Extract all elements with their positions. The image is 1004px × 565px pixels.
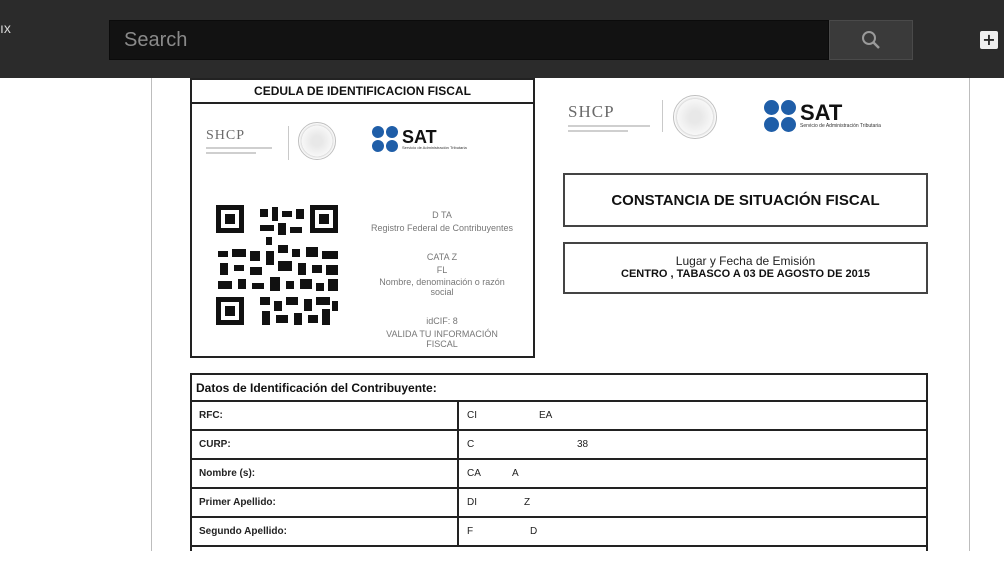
name-line-1: CATA Z bbox=[426, 252, 458, 262]
shcp-logo: SHCP bbox=[206, 128, 272, 154]
row-value: CI bbox=[467, 410, 477, 421]
row-value-2: A bbox=[512, 468, 519, 479]
row-value: CA bbox=[467, 468, 481, 479]
row-label: RFC: bbox=[199, 410, 223, 421]
row-value-2: EA bbox=[539, 410, 553, 421]
table-row bbox=[192, 489, 926, 518]
row-label: Primer Apellido: bbox=[199, 497, 276, 508]
row-value: F bbox=[467, 526, 474, 537]
mexico-seal-icon bbox=[298, 122, 336, 160]
logo-divider-right bbox=[662, 100, 663, 132]
qr-finder-top-left bbox=[216, 205, 244, 233]
top-bar bbox=[0, 0, 1004, 78]
sat-logo: SAT Servicio de Administración Tributaria bbox=[372, 126, 467, 152]
row-value-2: 38 bbox=[577, 439, 589, 450]
row-value-2: Z bbox=[524, 497, 531, 508]
lugar-fecha-value: CENTRO , TABASCO A 03 DE AGOSTO DE 2015 bbox=[621, 268, 870, 280]
row-label: Segundo Apellido: bbox=[199, 526, 287, 537]
qr-finder-bottom-left bbox=[216, 297, 244, 325]
plus-icon: + bbox=[982, 30, 996, 49]
row-value: DI bbox=[467, 497, 477, 508]
datos-header: Datos de Identificación del Contribuyente: bbox=[192, 375, 926, 402]
sat-dots-icon bbox=[372, 126, 398, 152]
table-row bbox=[192, 431, 926, 460]
brand-text[interactable]: ıx bbox=[0, 20, 11, 36]
rfc-value: D TA bbox=[432, 210, 452, 220]
search-button[interactable] bbox=[829, 20, 913, 60]
datos-contribuyente-table bbox=[190, 373, 928, 551]
name-label: Nombre, denominación o razón social bbox=[379, 277, 505, 297]
row-value: C bbox=[467, 439, 475, 450]
lugar-fecha-box bbox=[563, 242, 928, 294]
lugar-fecha-label: Lugar y Fecha de Emisión bbox=[675, 254, 816, 268]
sat-logo-right: SAT Servicio de Administración Tributaria bbox=[764, 100, 881, 132]
qr-code bbox=[216, 205, 342, 329]
shcp-logo-right: SHCP bbox=[568, 102, 650, 132]
search-input[interactable]: Search bbox=[109, 20, 829, 60]
search-icon bbox=[860, 29, 882, 51]
add-button[interactable] bbox=[980, 31, 998, 49]
mexico-seal-icon bbox=[673, 95, 717, 139]
row-label: Nombre (s): bbox=[199, 468, 256, 479]
logo-divider bbox=[288, 126, 289, 160]
row-value-2: D bbox=[530, 526, 538, 537]
name-line-2: FL bbox=[436, 265, 448, 275]
constancia-title: CONSTANCIA DE SITUACIÓN FISCAL bbox=[611, 191, 880, 209]
cedula-title: CEDULA DE IDENTIFICACION FISCAL bbox=[192, 80, 533, 104]
row-label: CURP: bbox=[199, 439, 231, 450]
table-row bbox=[192, 460, 926, 489]
table-row bbox=[192, 402, 926, 431]
table-row bbox=[192, 518, 926, 547]
idcif-value: idCIF: 8 bbox=[426, 316, 458, 326]
rfc-label: Registro Federal de Contribuyentes bbox=[370, 223, 514, 233]
sat-dots-icon bbox=[764, 100, 796, 132]
valida-text: VALIDA TU INFORMACIÓN FISCAL bbox=[386, 329, 498, 349]
qr-finder-top-right bbox=[310, 205, 338, 233]
constancia-box bbox=[563, 173, 928, 227]
